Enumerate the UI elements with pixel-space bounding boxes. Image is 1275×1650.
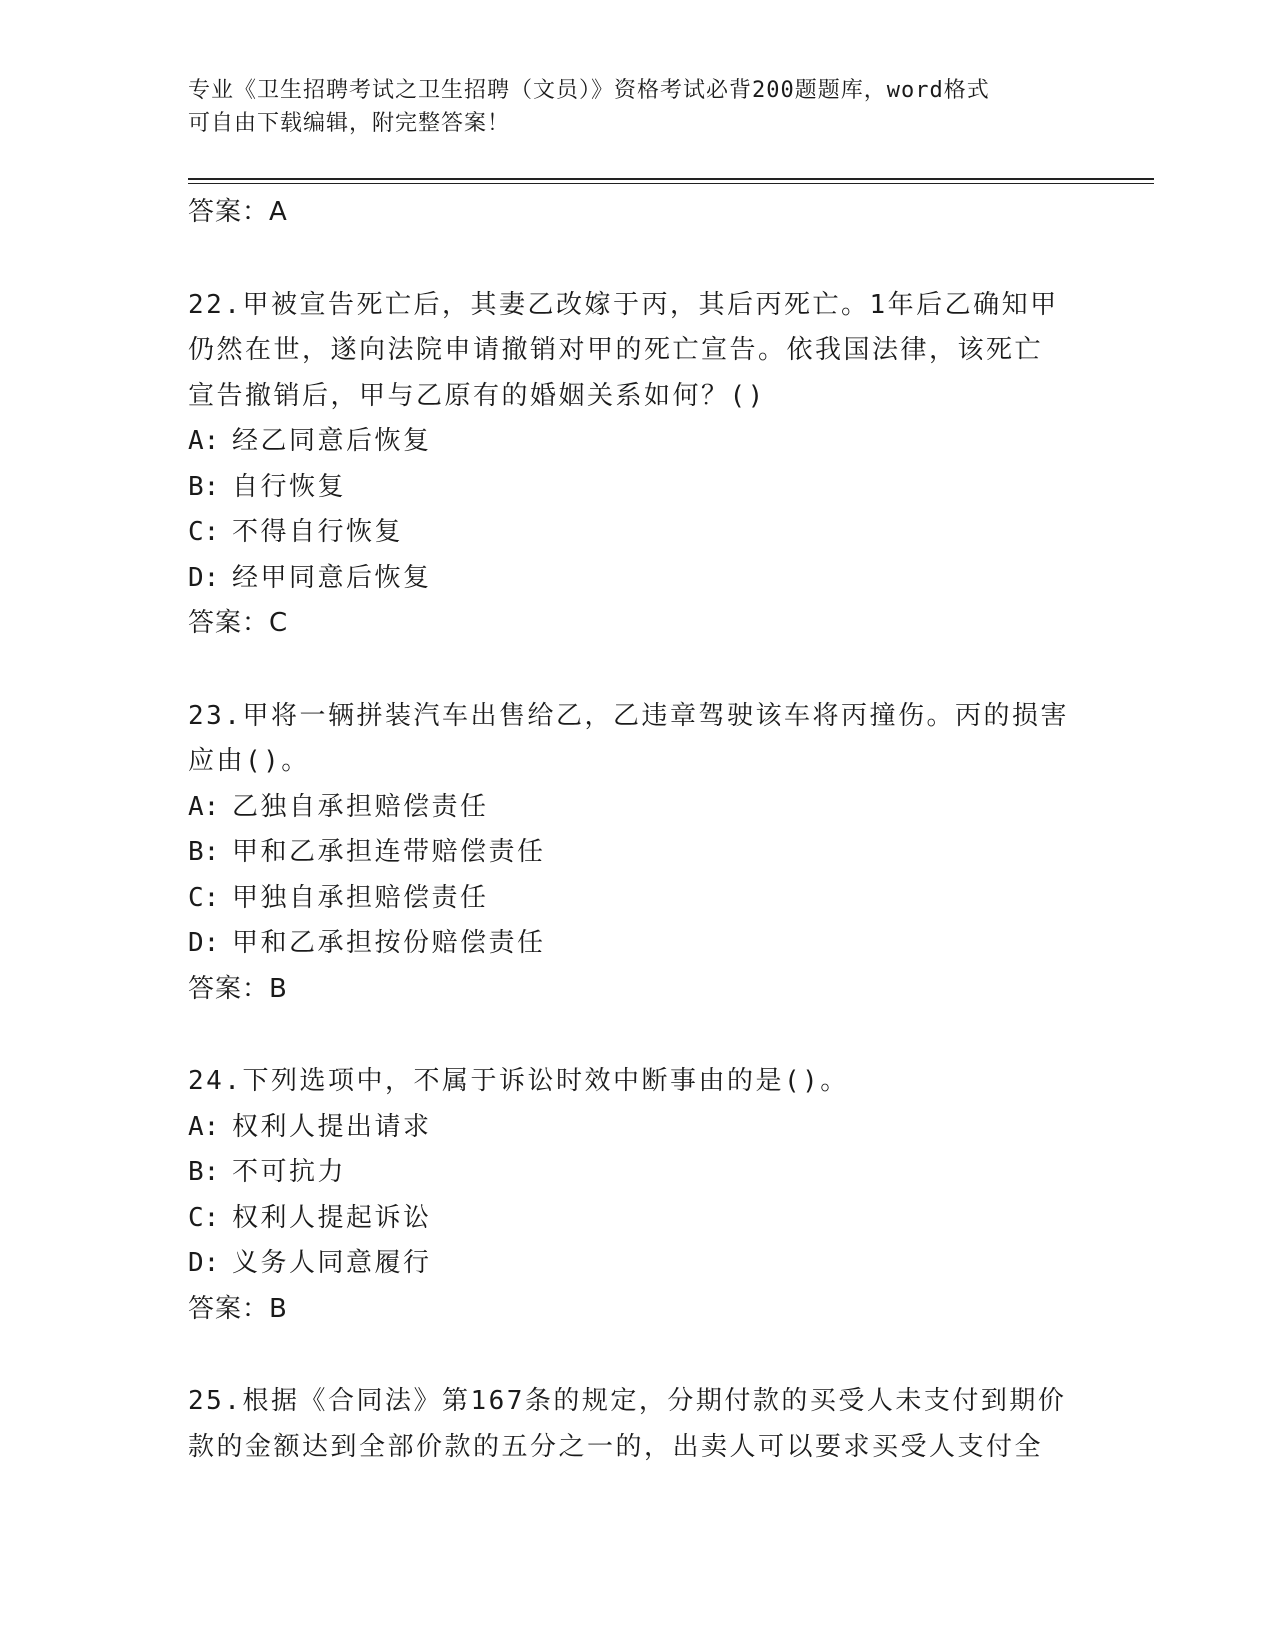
option-c xyxy=(188,1196,1088,1242)
header-divider-thick xyxy=(188,178,1154,180)
question-stem-line: 24.下列选项中，不属于诉讼时效中断事由的是()。 xyxy=(188,1066,849,1096)
option-key: B: xyxy=(188,837,220,867)
question-25 xyxy=(188,1379,1088,1470)
option-text: 经乙同意后恢复 xyxy=(232,426,432,456)
answer-line: 答案：B xyxy=(188,973,288,1004)
option-d xyxy=(188,921,1088,967)
option-key: C: xyxy=(188,517,220,547)
option-text: 经甲同意后恢复 xyxy=(232,562,432,593)
option-key: B: xyxy=(188,471,220,502)
question-23 xyxy=(188,694,1088,1013)
option-b xyxy=(188,1150,1088,1196)
option-c xyxy=(188,510,1088,556)
header-line-1: 专业《卫生招聘考试之卫生招聘（文员）》资格考试必背200题题库，word格式 xyxy=(188,78,990,103)
question-24 xyxy=(188,1059,1088,1332)
option-key: A: xyxy=(188,1111,220,1142)
header-divider-thin xyxy=(188,183,1154,184)
option-key: D: xyxy=(188,928,220,958)
question-stem-line: 宣告撤销后，甲与乙原有的婚姻关系如何？() xyxy=(188,380,766,411)
option-text: 权利人提起诉讼 xyxy=(232,1202,432,1233)
option-text: 甲独自承担赔偿责任 xyxy=(232,882,489,913)
question-stem-line: 23.甲将一辆拼装汽车出售给乙，乙违章驾驶该车将丙撞伤。丙的损害 xyxy=(188,700,1069,731)
question-stem-line: 22.甲被宣告死亡后，其妻乙改嫁于丙，其后丙死亡。1年后乙确知甲 xyxy=(188,289,1059,320)
option-a xyxy=(188,419,1088,465)
option-a xyxy=(188,785,1088,831)
question-22 xyxy=(188,283,1088,647)
option-text: 权利人提出请求 xyxy=(232,1111,432,1142)
option-text: 乙独自承担赔偿责任 xyxy=(232,791,489,822)
question-stem-line: 应由()。 xyxy=(188,746,310,776)
option-b xyxy=(188,465,1088,511)
option-key: B: xyxy=(188,1157,220,1187)
option-key: C: xyxy=(188,882,220,913)
option-text: 义务人同意履行 xyxy=(232,1248,432,1278)
question-stem-line: 25.根据《合同法》第167条的规定，分期付款的买受人未支付到期价 xyxy=(188,1386,1067,1416)
header-line-2: 可自由下载编辑，附完整答案！ xyxy=(188,111,511,136)
option-key: A: xyxy=(188,791,220,822)
option-text: 甲和乙承担按份赔偿责任 xyxy=(232,928,546,958)
answer-line: 答案：B xyxy=(188,1293,288,1324)
question-content xyxy=(188,190,1088,1470)
option-text: 不得自行恢复 xyxy=(232,517,404,547)
option-d xyxy=(188,1241,1088,1287)
option-text: 不可抗力 xyxy=(232,1157,347,1187)
option-text: 自行恢复 xyxy=(232,471,347,502)
question-stem-line: 仍然在世，遂向法院申请撤销对甲的死亡宣告。依我国法律，该死亡 xyxy=(188,335,1044,365)
option-key: D: xyxy=(188,562,220,593)
option-a xyxy=(188,1105,1088,1151)
option-key: D: xyxy=(188,1248,220,1278)
document-header xyxy=(188,74,1078,140)
option-text: 甲和乙承担连带赔偿责任 xyxy=(232,837,546,867)
option-d xyxy=(188,556,1088,602)
answer-line: 答案：C xyxy=(188,608,289,638)
question-stem-line: 款的金额达到全部价款的五分之一的，出卖人可以要求买受人支付全 xyxy=(188,1431,1044,1462)
option-key: C: xyxy=(188,1202,220,1233)
option-c xyxy=(188,876,1088,922)
option-b xyxy=(188,830,1088,876)
answer-line: 答案：A xyxy=(188,197,288,227)
option-key: A: xyxy=(188,426,220,456)
